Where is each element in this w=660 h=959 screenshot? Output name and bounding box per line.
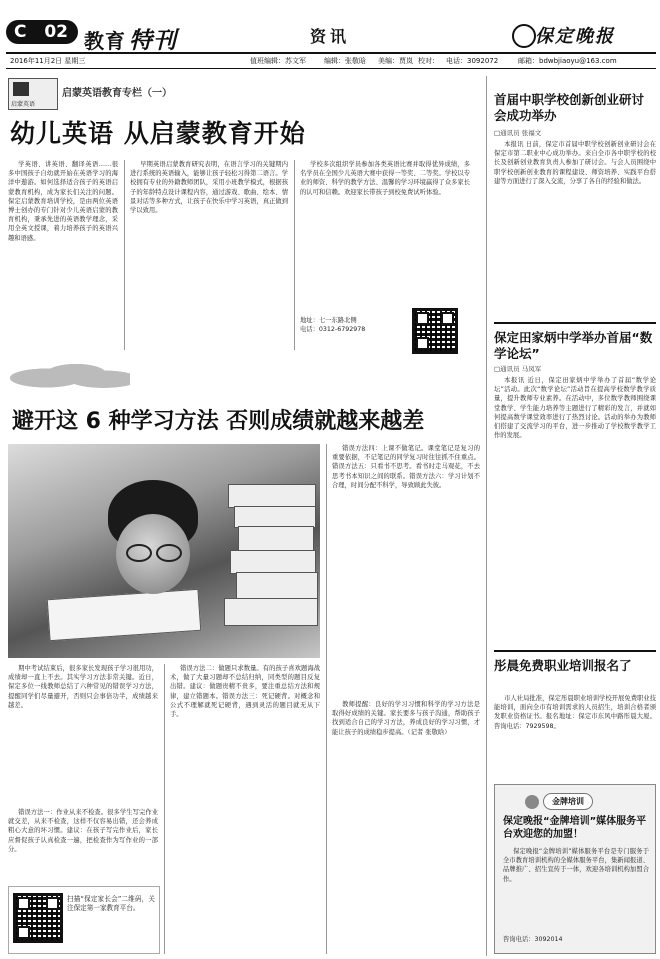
column-rule xyxy=(164,664,165,954)
side-text-3: 市人社局批准，保定彤晨职业培训学校开展免费职业技能培训，面向全市有培训需求的人员招生，培训合格者颁发职业资格证书。报名地址：保定市东风中路彤晨大厦。咨询电话：7929598。 xyxy=(494,695,656,730)
column-logo-text: 启蒙英语 xyxy=(11,101,36,108)
feature-col-1: 错误方法一：作业从来不检查。很多学生写完作业就交差，从来不检查，这样不仅容易出错，还会养成粗心大意的坏习惯。建议：在孩子写完作业后，家长应督促孩子认真检查一遍，把检查作为写作业的一部分。 xyxy=(8,809,158,853)
proofreader: 校对： xyxy=(418,57,439,65)
desk-email: 邮箱：bdwbjiaoyu@163.com xyxy=(518,57,617,65)
lead-headline: 幼儿英语 从启蒙教育开始 xyxy=(10,119,306,148)
feature-headline: 避开这 6 种学习方法 否则成绩就越来越差 xyxy=(12,409,425,434)
ad-text: 保定晚报“金牌培训”媒体服务平台是专门服务于全市教育培训机构的全媒体服务平台，集新闻报道、品牌推广、招生宣传于一体，欢迎各培训机构加盟合作。 xyxy=(503,848,649,883)
info-bar xyxy=(6,52,656,69)
ad-phone: 咨询电话：3092014 xyxy=(503,936,563,943)
lead-col-1: 学英语、讲英语、翻译英语……很多中国孩子自幼就开始在英语学习的海洋中遨游。如何选择适合孩子的英语启蒙教育机构，成为家长们关注的问题。保定启蒙教育培训学校，是由两位英语博士创办的专门针对少儿英语启蒙的教育机构，秉承先进的英语教学理念，采用全英文授课，着力培养孩子的英语兴趣和语感。 xyxy=(8,161,118,242)
issue-date: 2016年11月2日 星期三 xyxy=(10,57,86,65)
feature-intro: 期中考试结束后，很多家长发现孩子学习很用功，成绩却一直上不去。其实学习方法非常关键。近日，保定多位一线教师总结了六种常见的错误学习方法，提醒同学们尽量避开，否则只会事倍功半，成绩越来越差。 xyxy=(8,665,158,709)
desk-phone: 电话：3092072 xyxy=(446,57,499,65)
qr-caption: 扫描“保定家长会”二维码，关注保定第一家教育平台。 xyxy=(67,895,155,913)
column-logo xyxy=(8,78,58,110)
gold-training-ad xyxy=(494,784,656,954)
section-brand: 特刊 xyxy=(129,27,177,54)
section-title xyxy=(84,22,177,55)
designer: 美编：贾岚 xyxy=(378,57,413,65)
ad-title: 保定晚报“金牌培训”媒体服务平台欢迎您的加盟！ xyxy=(503,816,647,840)
ad-badge: 金牌培训 xyxy=(543,793,593,810)
page-badge xyxy=(6,20,78,44)
feature-col-2: 错误方法二：做题只求数量。有的孩子喜欢题海战术，做了大量习题却不总结归纳，同类型的题目反复出错。建议：做题贵精不贵多，要注重总结方法和规律，建立错题本。错误方法三：死记硬背。对概念和公式不理解就死记硬背，遇到灵活的题目就无从下手。 xyxy=(170,665,320,719)
lead-col-3: 学校多次组织学员参加各类英语比赛并取得优异成绩，多名学员在全国少儿英语大赛中获得一等奖、二等奖。学校以专业的师资、科学的教学方法、温馨的学习环境赢得了众多家长的认可和信赖。欢迎家长带孩子到校免费试听体验。 xyxy=(300,161,470,196)
student-reading-photo xyxy=(8,444,320,658)
lead-col-2: 早期英语启蒙教育研究表明，在语言学习的关键期内进行系统的英语输入，能够让孩子轻松习得第二语言。学校拥有专业的外籍教师团队，采用小班教学模式，根据孩子的年龄特点设计课程内容，通过游戏、歌曲、绘本、情景对话等多种方式，让孩子在快乐中学习英语，真正做到学以致用。 xyxy=(130,161,288,215)
side-headline-1: 首届中职学校创新创业研讨会成功举办 xyxy=(494,92,645,123)
feature-qr-code xyxy=(13,893,63,943)
paper-name: 保定晚报 xyxy=(535,26,615,47)
lead-contact xyxy=(300,316,400,356)
column-rule xyxy=(124,160,125,350)
page-letter: C xyxy=(14,22,27,42)
column-rule xyxy=(326,444,327,954)
masthead xyxy=(0,0,660,54)
section-main: 教育 xyxy=(84,29,126,53)
side-byline-1: □通讯员 张福文 xyxy=(494,129,542,137)
side-byline-2: □通讯员 马凤军 xyxy=(494,365,542,373)
side-headline-2: 保定田家炳中学举办首届“数学论坛” xyxy=(494,330,653,361)
medal-icon xyxy=(525,795,539,809)
side-text-1: 本报讯 日前，保定市首届中职学校创新创业研讨会在保定市第二职业中心成功举办。来自全市各中职学校的校长及创新创业教育负责人参加了研讨会。与会人员围绕中职学校创新创业教育的课程建设、师资培养、实践平台搭建等方面进行了深入交流，分享了各自的经验和做法。 xyxy=(494,141,656,185)
side-headline-3: 彤晨免费职业培训报名了 xyxy=(494,658,632,673)
decorative-cloud-image xyxy=(10,356,130,396)
lead-address: 地址：七一东路北侧 xyxy=(300,317,357,324)
section-name: 资讯 xyxy=(310,27,351,46)
side-text-2: 本报讯 近日，保定田家炳中学举办了首届“数学论坛”活动。此次“数学论坛”活动旨在提高学校数学教学质量，提升教师专业素养。在活动中，多位数学教师围绕课堂教学、学生能力培养等主题进行了精彩的发言，并就如何提高数学课堂效率进行了热烈讨论。活动的举办为教师们搭建了交流学习的平台，进一步推动了学校数学教学工作的发展。 xyxy=(494,377,656,440)
duty-editor: 值班编辑：苏文军 xyxy=(250,57,306,65)
feature-col-4: 教师提醒：良好的学习习惯和科学的学习方法是取得好成绩的关键。家长要多与孩子沟通，帮助孩子找到适合自己的学习方法，养成良好的学习习惯，才能让孩子的成绩稳步提高。（记者 张敬晗） xyxy=(332,701,480,736)
column-rule xyxy=(294,160,295,350)
feature-col-3: 错误方法四：上课不做笔记。课堂笔记是复习的重要依据，不记笔记的同学复习时往往抓不住重点。错误方法五：只看书不思考。看书时走马观花，不去思考书本知识之间的联系。错误方法六：学习计划不合理，时间分配不科学，导致顾此失彼。 xyxy=(332,445,480,489)
paper-logo-icon xyxy=(512,24,536,48)
column-tag: 启蒙英语教育专栏（一） xyxy=(62,88,172,99)
feature-qr-box xyxy=(8,886,160,954)
lead-phone: 电话：0312-6792978 xyxy=(300,326,366,334)
section-divider xyxy=(494,650,656,652)
editor: 编辑：张敬晗 xyxy=(324,57,366,65)
section-divider xyxy=(494,322,656,324)
page-number: 02 xyxy=(44,22,68,42)
lead-qr-code xyxy=(412,308,458,354)
column-rule xyxy=(486,76,487,956)
column-logo-icon xyxy=(13,82,29,96)
